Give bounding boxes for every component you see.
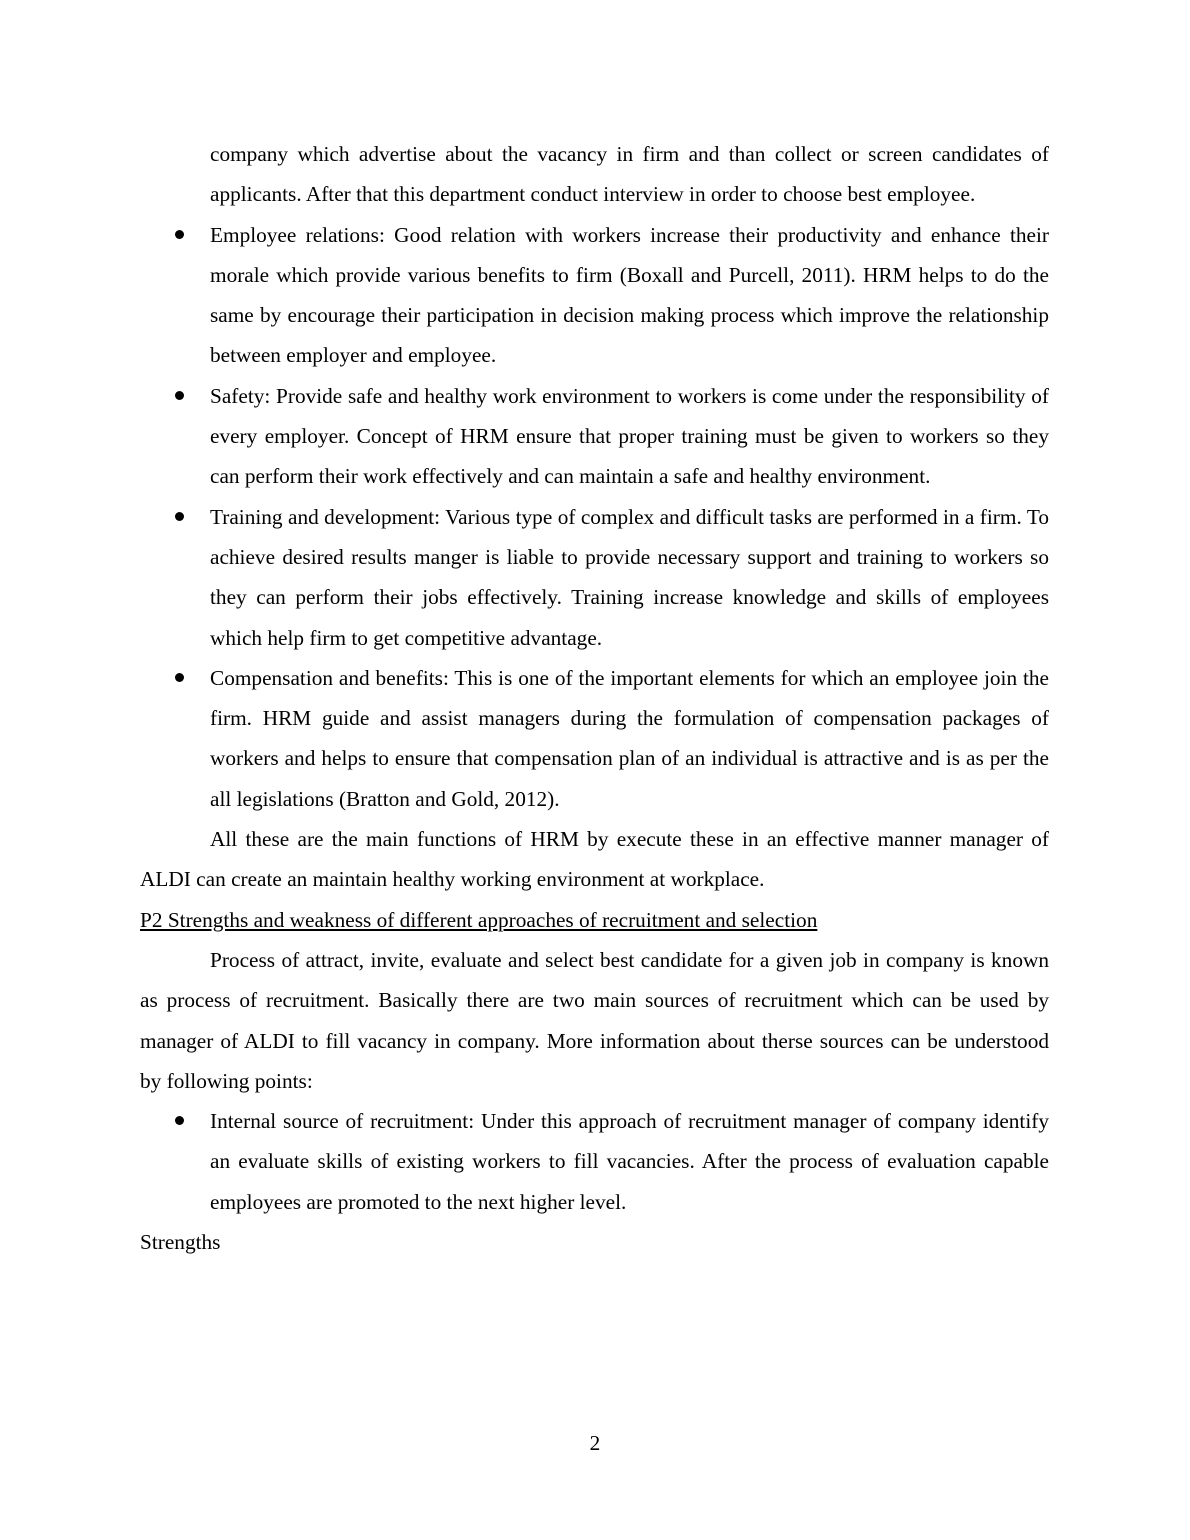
section-heading: P2 Strengths and weakness of different approaches of recruitment and selection (140, 907, 818, 932)
bullet-item-compensation-benefits (140, 658, 1049, 819)
bullet-item-training-development (140, 497, 1049, 658)
strengths-subheading: Strengths (140, 1230, 221, 1255)
bullet-text: Safety: Provide safe and healthy work environment to workers is come under the responsibility of every employer. Concept of HRM ensure that proper training must be given to workers so they can perform their work effectively and can maintain a safe and healthy environment. (210, 383, 1049, 489)
bullet-text: Internal source of recruitment: Under this approach of recruitment manager of company identify an evaluate skills of existing workers to fill vacancies. After the process of evaluation capable employees are promoted to the next higher level. (210, 1109, 1049, 1214)
bullet-icon (175, 512, 184, 521)
page-body (140, 134, 1049, 1262)
bullet-item-employee-relations (140, 215, 1049, 376)
bullet-icon (175, 1116, 184, 1125)
bullet-item-safety (140, 376, 1049, 497)
bullet-text: Employee relations: Good relation with workers increase their productivity and enhance their morale which provide various benefits to firm (Boxall and Purcell, 2011). HRM helps to do the same by encourage their participation in decision making process which improve the relationship between employer and employee. (210, 222, 1049, 368)
continued-bullet-text: company which advertise about the vacancy in firm and than collect or screen candidates of applicants. After that this department conduct interview in order to choose best employee. (210, 142, 1049, 207)
summary-paragraph: All these are the main functions of HRM by execute these in an effective manner manager of ALDI can create an maintain healthy working environment at workplace. (140, 827, 1049, 892)
page-number: 2 (589, 1431, 601, 1455)
bullet-text: Compensation and benefits: This is one of the important elements for which an employee join the firm. HRM guide and assist managers during the formulation of compensation packages of workers and helps to ensure that compensation plan of an individual is attractive and is as per the all legislations (Bratton and Gold, 2012). (210, 665, 1049, 811)
bullet-icon (175, 391, 184, 400)
intro-paragraph: Process of attract, invite, evaluate and select best candidate for a given job in company is known as process of recruitment. Basically there are two main sources of recruitment which can be used by manager of ALDI to fill vacancy in company. More information about therse sources can be understood by following points: (140, 947, 1049, 1093)
bullet-icon (175, 673, 184, 682)
bullet-text: Training and development: Various type of complex and difficult tasks are performed in a firm. To achieve desired results manger is liable to provide necessary support and training to workers so they can perform their jobs effectively. Training increase knowledge and skills of employees which help firm to get competitive advantage. (210, 504, 1049, 650)
bullet-icon (175, 230, 184, 239)
bullet-item-internal-source (140, 1101, 1049, 1222)
